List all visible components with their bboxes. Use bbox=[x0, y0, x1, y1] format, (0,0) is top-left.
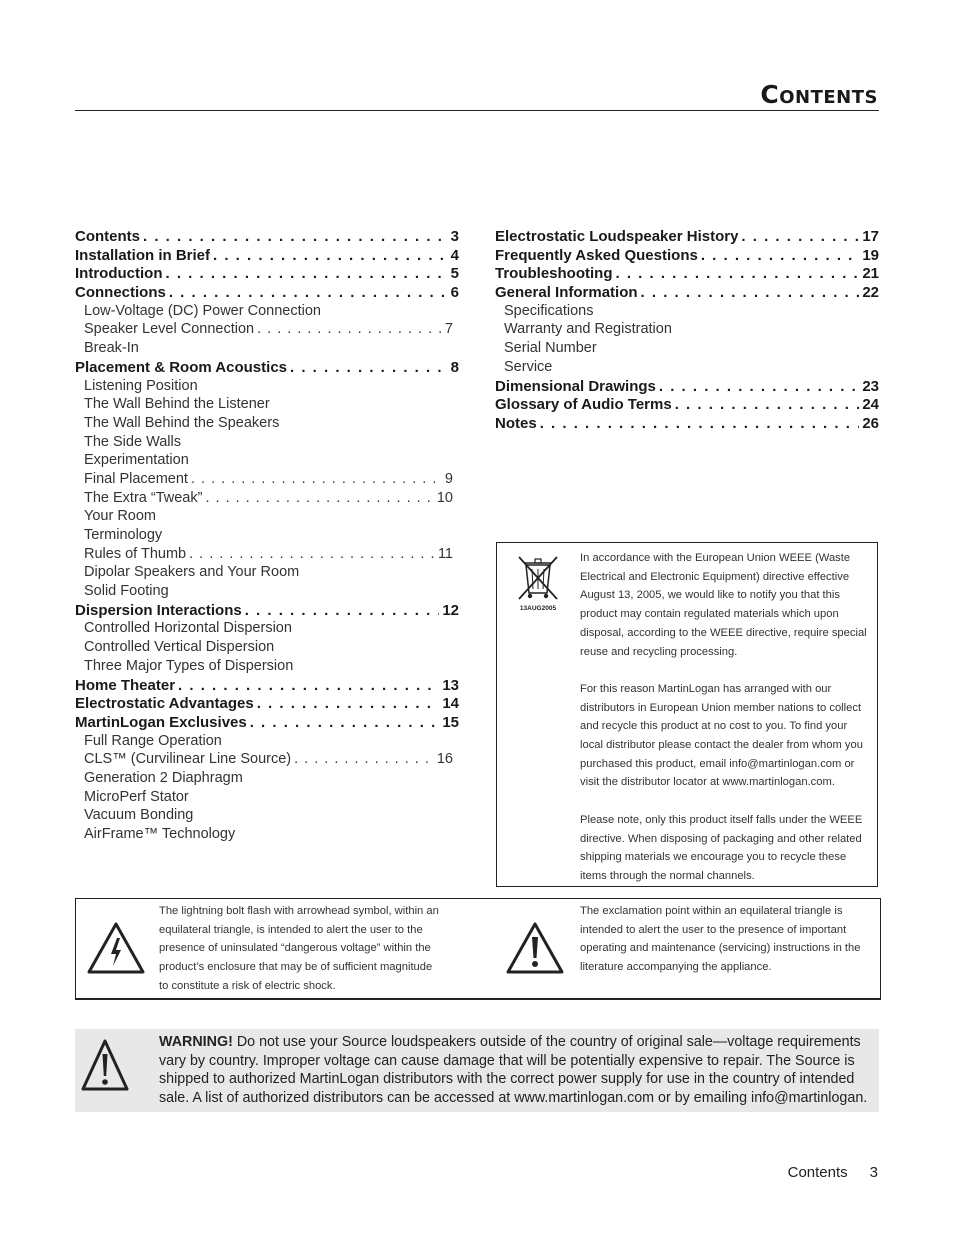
toc-entry bbox=[495, 415, 879, 434]
toc-leader-dots bbox=[165, 265, 447, 282]
toc-subentry bbox=[75, 452, 459, 471]
toc-subentry bbox=[75, 527, 459, 546]
toc-subentry bbox=[75, 639, 459, 658]
toc-leader-dots bbox=[213, 247, 448, 264]
toc-entry-label: Home Theater bbox=[75, 676, 176, 694]
toc-entry bbox=[75, 714, 459, 733]
safety-symbols-box bbox=[75, 898, 881, 1000]
weee-notice bbox=[496, 542, 878, 887]
toc-leader-dots bbox=[641, 284, 860, 301]
toc-entry-label: Warranty and Registration bbox=[504, 321, 672, 338]
toc-subentry bbox=[75, 807, 459, 826]
toc-entry-label: Full Range Operation bbox=[84, 732, 222, 749]
toc-entry bbox=[75, 265, 459, 284]
toc-entry bbox=[75, 284, 459, 303]
toc-entry bbox=[75, 247, 459, 266]
toc-entry-label: The Wall Behind the Speakers bbox=[84, 414, 280, 431]
toc-entry-label: MartinLogan Exclusives bbox=[75, 713, 247, 731]
weee-paragraph: In accordance with the European Union WEEE (Waste Electrical and Electronic Equipment) directive effective August 13, 2005, we would like to notify you that this product may contain regulated materials which upon disposal, according to the WEEE directive, require special reuse and recycling processing. bbox=[580, 552, 867, 658]
toc-entry-label: Break-In bbox=[84, 340, 139, 357]
toc-subentry bbox=[75, 340, 459, 359]
exclamation-triangle-icon bbox=[505, 921, 565, 975]
lightning-symbol-text: The lightning bolt flash with arrowhead symbol, within an equilateral triangle, is intended to alert the user to the presence of uninsulated “dangerous voltage” within the product’s enclosure that may be of sufficient magnitude to constitute a risk of electric shock. bbox=[159, 905, 439, 992]
toc-page-number: 8 bbox=[450, 358, 459, 376]
toc-subentry bbox=[75, 508, 459, 527]
toc-entry bbox=[495, 228, 879, 247]
toc-entry-label: Placement & Room Acoustics bbox=[75, 358, 287, 376]
toc-entry bbox=[495, 247, 879, 266]
weee-paragraph: For this reason MartinLogan has arranged with our distributors in European Union member nations to collect and recycle this product at no cost to you. To find your local distributor please contact the dealer from whom you purchased this product, email info@martinlogan.com or visit the distributor locator at www.martinlogan.com. bbox=[580, 682, 863, 789]
toc-subentry bbox=[495, 340, 879, 359]
warning-body: Do not use your Source loudspeakers outside of the country of original sale—voltage requirements vary by country. Improper voltage can cause damage that will be potentially expensive to repair. The Source is shipped to authorized MartinLogan distributors with the correct power supply for use in the country of intended sale. A list of authorized distributors can be accessed at www.martinlogan.com or by emailing info@martinlogan. bbox=[159, 1034, 868, 1107]
toc-page-number: 22 bbox=[862, 284, 879, 302]
toc-leader-dots bbox=[616, 265, 860, 282]
toc-entry-label: Dipolar Speakers and Your Room bbox=[84, 564, 300, 581]
toc-subentry bbox=[75, 620, 459, 639]
toc-entry-label: Installation in Brief bbox=[75, 246, 211, 264]
toc-entry-label: Connections bbox=[75, 284, 166, 302]
toc-leader-dots bbox=[189, 546, 435, 562]
toc-entry-label: Listening Position bbox=[84, 377, 198, 394]
toc-subentry bbox=[495, 321, 879, 340]
toc-entry-label: Your Room bbox=[84, 508, 157, 525]
toc-page-number: 16 bbox=[436, 751, 453, 768]
warning-label: WARNING! bbox=[159, 1034, 233, 1050]
toc-entry-label: The Extra “Tweak” bbox=[84, 489, 203, 506]
toc-entry-label: Speaker Level Connection bbox=[84, 321, 255, 338]
weee-paragraph: Please note, only this product itself falls under the WEEE directive. When disposing of packaging and other related shipping materials we encourage you to recycle these items through the normal channels. bbox=[580, 813, 863, 882]
toc-subentry bbox=[75, 378, 459, 397]
toc-leader-dots bbox=[191, 471, 442, 487]
toc-entry-label: Terminology bbox=[84, 527, 163, 543]
toc-page-number: 6 bbox=[450, 284, 459, 302]
toc-subentry bbox=[75, 546, 459, 565]
toc-page-number: 12 bbox=[442, 601, 459, 619]
toc-leader-dots bbox=[178, 677, 439, 694]
toc-entry-label: Serial Number bbox=[504, 340, 597, 357]
toc-leader-dots bbox=[257, 695, 440, 712]
toc-leader-dots bbox=[169, 284, 448, 301]
toc-entry-label: Troubleshooting bbox=[495, 265, 613, 283]
toc-leader-dots bbox=[143, 228, 448, 245]
weee-text bbox=[580, 549, 872, 904]
toc-entry-label: Controlled Horizontal Dispersion bbox=[84, 620, 292, 637]
toc-entry-label: CLS™ (Curvilinear Line Source) bbox=[84, 751, 292, 768]
toc-subentry bbox=[75, 490, 459, 509]
page-footer bbox=[788, 1164, 878, 1181]
toc-entry bbox=[75, 695, 459, 714]
toc-subentry bbox=[75, 321, 459, 340]
toc-page-number: 3 bbox=[450, 228, 459, 245]
warning-text bbox=[159, 1033, 871, 1108]
toc-subentry bbox=[75, 826, 459, 845]
lightning-bolt-triangle-icon bbox=[86, 921, 146, 975]
toc-entry-label: Low-Voltage (DC) Power Connection bbox=[84, 302, 321, 319]
toc-page-number: 5 bbox=[450, 265, 459, 283]
toc-subentry bbox=[75, 658, 459, 677]
toc-page-number: 9 bbox=[444, 470, 453, 487]
weee-date-caption: 13AUG2005 bbox=[519, 605, 557, 612]
toc-left-column bbox=[75, 228, 459, 845]
title-rule bbox=[75, 110, 879, 111]
toc-page-number: 10 bbox=[436, 489, 453, 506]
toc-leader-dots bbox=[540, 415, 860, 432]
toc-entry-label: Dimensional Drawings bbox=[495, 377, 656, 395]
toc-page-number: 4 bbox=[450, 246, 459, 264]
toc-leader-dots bbox=[675, 396, 860, 413]
toc-leader-dots bbox=[294, 751, 434, 767]
toc-entry-label: Contents bbox=[75, 228, 140, 245]
toc-entry-label: Electrostatic Loudspeaker History bbox=[495, 228, 739, 245]
toc-leader-dots bbox=[290, 359, 448, 376]
toc-page-number: 19 bbox=[862, 246, 879, 264]
toc-entry-label: Specifications bbox=[504, 302, 594, 319]
toc-entry-label: Three Major Types of Dispersion bbox=[84, 657, 294, 674]
toc-entry-label: Frequently Asked Questions bbox=[495, 246, 698, 264]
toc-page-number: 14 bbox=[442, 695, 459, 713]
toc-entry bbox=[495, 378, 879, 397]
toc-leader-dots bbox=[701, 247, 859, 264]
toc-entry bbox=[75, 228, 459, 247]
toc-subentry bbox=[75, 434, 459, 453]
toc-entry-label: Solid Footing bbox=[84, 583, 169, 600]
toc-page-number: 26 bbox=[862, 414, 879, 432]
toc-entry-label: Introduction bbox=[75, 265, 163, 283]
toc-entry-label: Rules of Thumb bbox=[84, 545, 187, 562]
toc-page-number: 13 bbox=[442, 676, 459, 694]
toc-leader-dots bbox=[257, 321, 442, 337]
toc-page-number: 11 bbox=[437, 545, 453, 562]
toc-page-number: 21 bbox=[862, 265, 879, 283]
toc-entry-label: Controlled Vertical Dispersion bbox=[84, 639, 275, 656]
toc-entry-label: Experimentation bbox=[84, 452, 189, 469]
toc-entry bbox=[495, 396, 879, 415]
toc-leader-dots bbox=[659, 378, 859, 395]
toc-entry-label: Dispersion Interactions bbox=[75, 601, 242, 619]
toc-entry-label: Final Placement bbox=[84, 470, 188, 487]
toc-subentry bbox=[75, 471, 459, 490]
toc-subentry bbox=[75, 415, 459, 434]
toc-page-number: 17 bbox=[862, 228, 879, 245]
toc-leader-dots bbox=[245, 602, 440, 619]
toc-entry-label: Service bbox=[504, 358, 553, 375]
footer-page-number: 3 bbox=[869, 1164, 878, 1181]
toc-entry bbox=[75, 602, 459, 621]
toc-leader-dots bbox=[205, 490, 433, 506]
toc-entry bbox=[75, 359, 459, 378]
toc-page-number: 7 bbox=[444, 321, 453, 338]
toc-entry-label: Glossary of Audio Terms bbox=[495, 396, 672, 414]
footer-section: Contents bbox=[787, 1164, 848, 1181]
toc-subentry bbox=[495, 303, 879, 322]
toc-page-number: 24 bbox=[862, 396, 879, 414]
toc-page-number: 15 bbox=[442, 713, 459, 731]
toc-entry-label: MicroPerf Stator bbox=[84, 788, 189, 805]
toc-subentry bbox=[75, 751, 459, 770]
toc-subentry bbox=[75, 789, 459, 808]
toc-entry-label: General Information bbox=[495, 284, 638, 302]
toc-entry-label: The Side Walls bbox=[84, 433, 181, 450]
toc-entry-label: The Wall Behind the Listener bbox=[84, 396, 270, 413]
toc-entry bbox=[75, 677, 459, 696]
toc-subentry bbox=[75, 564, 459, 583]
toc-leader-dots bbox=[741, 228, 859, 245]
toc-subentry bbox=[75, 583, 459, 602]
toc-entry-label: AirFrame™ Technology bbox=[84, 826, 236, 842]
toc-leader-dots bbox=[250, 714, 440, 731]
toc-entry-label: Generation 2 Diaphragm bbox=[84, 769, 243, 786]
toc-entry-label: Notes bbox=[495, 414, 537, 432]
toc-subentry bbox=[495, 359, 879, 378]
toc-subentry bbox=[75, 303, 459, 322]
exclamation-symbol-text: The exclamation point within an equilateral triangle is intended to alert the user to the presence of important operating and maintenance (servicing) instructions in the literature accompanying the appliance. bbox=[580, 905, 861, 974]
page-title: Contents bbox=[760, 80, 878, 109]
toc-subentry bbox=[75, 733, 459, 752]
toc-page-number: 23 bbox=[862, 377, 879, 395]
toc-entry-label: Electrostatic Advantages bbox=[75, 695, 254, 713]
toc-subentry bbox=[75, 396, 459, 415]
toc-right-column bbox=[495, 228, 879, 434]
warning-box bbox=[75, 1029, 879, 1112]
toc-entry-label: Vacuum Bonding bbox=[84, 807, 194, 824]
toc-entry bbox=[495, 265, 879, 284]
toc-entry bbox=[495, 284, 879, 303]
crossed-out-wheelie-bin-icon bbox=[515, 551, 561, 613]
warning-triangle-icon bbox=[81, 1038, 129, 1092]
toc-subentry bbox=[75, 770, 459, 789]
